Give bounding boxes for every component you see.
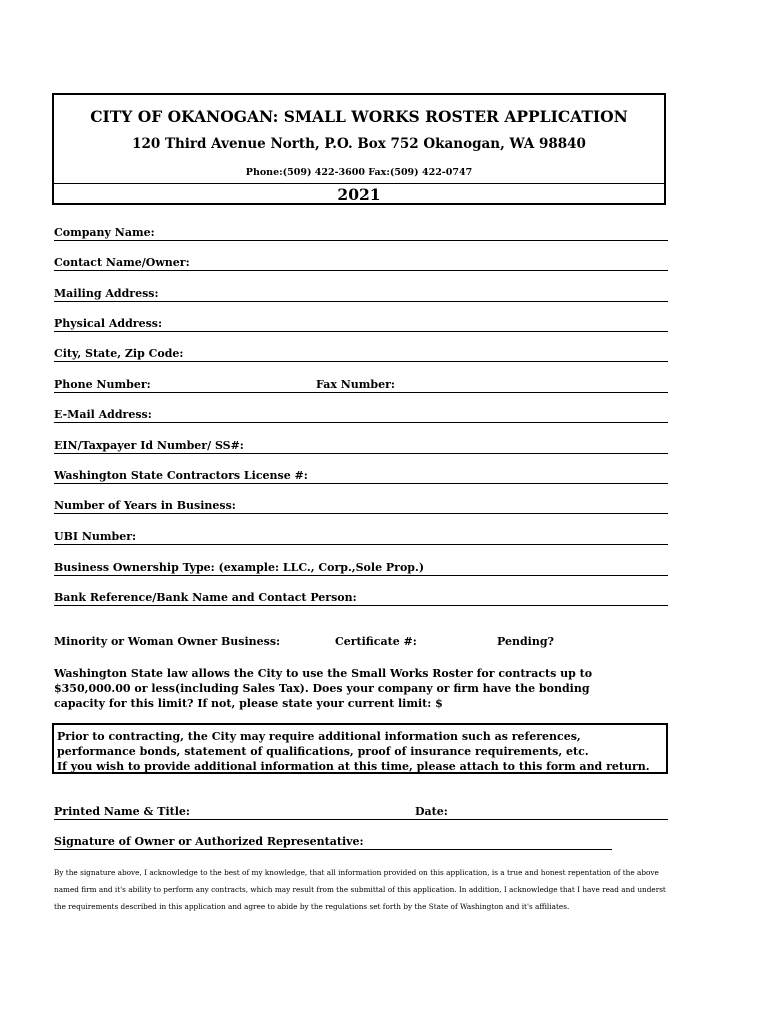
ubi-number-label: UBI Number: — [54, 530, 137, 543]
phone-fax-field[interactable] — [54, 376, 668, 393]
city-state-zip-field[interactable] — [54, 345, 668, 362]
mailing-address-field[interactable] — [54, 285, 668, 302]
wa-license-field[interactable] — [54, 467, 668, 484]
signature-field[interactable] — [54, 833, 612, 850]
bonding-line-1: Washington State law allows the City to use the Small Works Roster for contracts up to — [54, 667, 593, 680]
ein-field[interactable] — [54, 437, 668, 454]
mailing-address-label: Mailing Address: — [54, 287, 159, 300]
acknowledgement-line-3: the requirements described in this application and agree to abide by the regulations set forth by the State of Washington and it's affiliates. — [54, 902, 570, 911]
city-state-zip-label: City, State, Zip Code: — [54, 347, 184, 360]
form-title: CITY OF OKANOGAN: SMALL WORKS ROSTER APPLICATION — [90, 107, 628, 126]
ownership-type-field[interactable] — [54, 559, 668, 576]
minority-owner-label: Minority or Woman Owner Business: — [54, 635, 281, 648]
header-box — [52, 93, 666, 205]
info-line-1: Prior to contracting, the City may require additional information such as references, — [57, 730, 581, 743]
physical-address-label: Physical Address: — [54, 317, 163, 330]
wa-license-label: Washington State Contractors License #: — [54, 469, 308, 482]
contact-name-field[interactable] — [54, 254, 668, 271]
additional-info-box — [52, 723, 668, 774]
printed-name-field[interactable] — [54, 803, 668, 820]
years-in-business-label: Number of Years in Business: — [54, 499, 236, 512]
acknowledgement-line-1: By the signature above, I acknowledge to the best of my knowledge, that all information provided on this application, is a true and honest repentation of the above — [54, 868, 659, 877]
company-name-label: Company Name: — [54, 226, 155, 239]
form-year: 2021 — [54, 183, 664, 204]
ubi-number-field[interactable] — [54, 528, 668, 545]
phone-number-label: Phone Number: — [54, 378, 151, 391]
city-address: 120 Third Avenue North, P.O. Box 752 Okanogan, WA 98840 — [132, 136, 586, 152]
company-name-field[interactable] — [54, 224, 668, 241]
info-line-2: performance bonds, statement of qualifications, proof of insurance requirements, etc. — [57, 745, 589, 758]
email-field[interactable] — [54, 406, 668, 423]
printed-name-label: Printed Name & Title: — [54, 805, 190, 818]
bonding-line-3: capacity for this limit? If not, please state your current limit: $ — [54, 697, 443, 710]
ownership-type-label: Business Ownership Type: (example: LLC., Corp.,Sole Prop.) — [54, 561, 425, 574]
minority-owner-row[interactable] — [54, 633, 668, 649]
bonding-paragraph — [54, 666, 668, 711]
email-label: E-Mail Address: — [54, 408, 152, 421]
bank-reference-label: Bank Reference/Bank Name and Contact Person: — [54, 591, 357, 604]
bonding-line-2: $350,000.00 or less(including Sales Tax). Does your company or firm have the bonding — [54, 682, 590, 695]
fax-number-label: Fax Number: — [316, 378, 395, 391]
ein-label: EIN/Taxpayer Id Number/ SS#: — [54, 439, 244, 452]
physical-address-field[interactable] — [54, 315, 668, 332]
date-label: Date: — [415, 805, 448, 818]
years-in-business-field[interactable] — [54, 497, 668, 514]
contact-name-label: Contact Name/Owner: — [54, 256, 190, 269]
info-line-3: If you wish to provide additional information at this time, please attach to this form and return. — [57, 760, 650, 773]
city-phone-fax: Phone:(509) 422-3600 Fax:(509) 422-0747 — [245, 167, 473, 178]
pending-label: Pending? — [497, 635, 554, 648]
signature-label: Signature of Owner or Authorized Representative: — [54, 835, 364, 848]
acknowledgement-line-2: named firm and it's ability to perform any contracts, which may result from the submittal of this application. In addition, I acknowledge that I have read and underst — [54, 885, 666, 894]
bank-reference-field[interactable] — [54, 589, 668, 606]
certificate-label: Certificate #: — [335, 635, 417, 648]
